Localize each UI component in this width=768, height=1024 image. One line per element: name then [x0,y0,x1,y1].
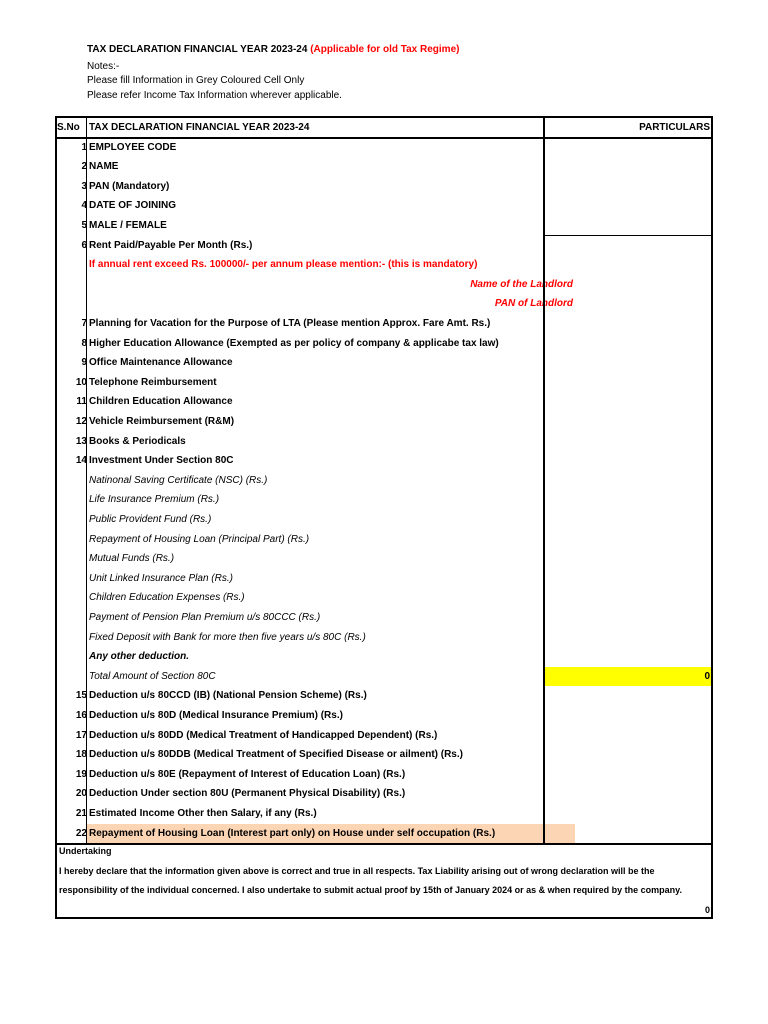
row-sno: 5 [81,220,87,231]
row-description: Telephone Reimbursement [89,376,217,388]
row-description: PAN (Mandatory) [89,180,170,192]
table-row [55,373,713,393]
table-top-border [55,116,713,118]
table-row [55,667,713,687]
row-description: Deduction u/s 80CCD (IB) (National Pension Scheme) (Rs.) [89,690,367,702]
sno-divider [86,116,87,843]
table-row [55,216,713,236]
table-row [55,608,713,628]
header-bottom-border [55,137,713,139]
table-row [55,196,713,216]
row-description: Office Maintenance Allowance [89,357,233,369]
row-description: EMPLOYEE CODE [89,141,177,153]
row-description: Unit Linked Insurance Plan (Rs.) [89,572,233,584]
table-row [55,824,713,844]
table-row [55,549,713,569]
row-description: PAN of Landlord [494,298,573,310]
table-row [55,432,713,452]
row-description: Rent Paid/Payable Per Month (Rs.) [89,239,253,251]
row-description: Children Education Allowance [89,396,233,408]
row-description: Life Insurance Premium (Rs.) [89,494,220,506]
table-row [55,706,713,726]
table-row [55,745,713,765]
row-sno: 9 [81,357,87,369]
row-description: Higher Education Allowance (Exempted as per policy of company & applicabe tax law) [89,337,499,349]
row-description: If annual rent exceed Rs. 100000/- per annum please mention:- (this is mandatory) [89,259,478,271]
table-row [55,765,713,785]
row-description: MALE / FEMALE [89,220,167,231]
table-row [55,530,713,550]
row-sno: 21 [75,808,87,819]
row-sno: 14 [75,455,87,467]
row-description: Public Provident Fund (Rs.) [89,514,212,525]
particulars-divider [543,116,545,843]
undertaking-line-2: responsibility of the individual concerned. I also undertake to submit actual proof by 15th of January 2024 or as & when required by the company. [59,885,682,895]
row-description: Deduction u/s 80E (Repayment of Interest of Education Loan) (Rs.) [89,768,406,780]
table-row [55,490,713,510]
row-description: DATE OF JOINING [89,200,177,212]
row-sno: 19 [75,768,87,780]
total-cell: 0 [544,667,713,686]
table-row [55,471,713,491]
declaration-table [55,116,713,919]
table-row [55,647,713,667]
row-sno: 17 [75,729,87,741]
table-row [55,392,713,412]
row-sno: 7 [81,318,87,329]
row-description: Deduction u/s 80DD (Medical Treatment of Handicapped Dependent) (Rs.) [89,729,438,741]
row-description: Estimated Income Other then Salary, if any (Rs.) [89,808,317,819]
table-row [55,510,713,530]
table-header-row [55,118,713,138]
col-header-sno: S.No [57,122,80,133]
row-sno: 2 [81,161,87,173]
row-description: Books & Periodicals [89,435,186,447]
table-row [55,569,713,589]
table-row [55,726,713,746]
row-description: Children Education Expenses (Rs.) [89,592,245,604]
table-row [55,804,713,824]
table-row [55,628,713,648]
undertaking-title: Undertaking [59,846,112,856]
row-sno: 15 [75,690,87,702]
row-description: Deduction u/s 80DDB (Medical Treatment of Specified Disease or ailment) (Rs.) [89,749,463,761]
table-bottom-border [55,843,713,845]
row-sno: 10 [75,376,87,388]
row-sno: 18 [75,749,87,761]
row-description: Any other deduction. [89,651,189,663]
table-row [55,451,713,471]
table-row [55,588,713,608]
row-sno: 22 [75,827,87,839]
undertaking-line-1: I hereby declare that the information given above is correct and true in all respects. Tax Liability arising out of wrong declaration will be the [59,866,655,876]
notes-label: Notes:- [87,61,120,72]
row-description: NAME [89,161,119,173]
note-grey-cells: Please fill Information in Grey Coloured Cell Only [87,75,305,86]
col-header-declaration: TAX DECLARATION FINANCIAL YEAR 2023-24 [89,122,310,133]
table-row [55,275,713,295]
row-description: Total Amount of Section 80C [89,670,216,682]
row-sno: 20 [75,788,87,800]
row-description: Repayment of Housing Loan (Interest part only) on House under self occupation (Rs.) [87,824,575,843]
row-description: Planning for Vacation for the Purpose of LTA (Please mention Approx. Fare Amt. Rs.) [89,318,491,329]
right-border [711,116,713,919]
row-description: Deduction u/s 80D (Medical Insurance Premium) (Rs.) [89,710,343,721]
row-sno: 1 [81,141,87,153]
table-row [55,353,713,373]
table-row [55,686,713,706]
col-header-particulars: PARTICULARS [639,122,710,133]
left-border [55,116,57,919]
table-row [55,784,713,804]
table-row [55,255,713,275]
table-row [55,177,713,197]
row-sno: 16 [75,710,87,721]
row-description: Fixed Deposit with Bank for more then five years u/s 80C (Rs.) [89,631,366,643]
note-refer-info: Please refer Income Tax Information wherever applicable. [87,90,342,101]
page-title [87,44,459,55]
row-description: Mutual Funds (Rs.) [89,553,175,565]
row-description: Natinonal Saving Certificate (NSC) (Rs.) [89,474,268,486]
row-sno: 13 [75,435,87,447]
table-row [55,314,713,334]
row-description: Payment of Pension Plan Premium u/s 80CCC (Rs.) [89,612,321,623]
section-divider [544,235,713,236]
table-row [55,294,713,314]
row-sno: 3 [81,180,87,192]
table-row [55,138,713,158]
row-sno: 11 [76,396,87,408]
table-row [55,412,713,432]
row-description: Name of the Landlord [470,278,573,290]
table-row [55,334,713,354]
undertaking-value: 0 [704,905,710,915]
page-title-text: TAX DECLARATION FINANCIAL YEAR 2023-24 [87,44,308,55]
row-sno: 4 [81,200,87,212]
row-description: Repayment of Housing Loan (Principal Part) (Rs.) [89,533,310,545]
row-description: Vehicle Reimbursement (R&M) [89,416,235,427]
row-description: Deduction Under section 80U (Permanent Physical Disability) (Rs.) [89,788,406,800]
row-sno: 6 [81,239,87,251]
row-sno: 8 [81,337,87,349]
regime-note: (Applicable for old Tax Regime) [310,44,460,55]
sheet-bottom-border [55,917,713,919]
row-sno: 12 [75,416,87,427]
row-description: Investment Under Section 80C [89,455,234,467]
table-row [55,236,713,256]
table-row [55,157,713,177]
